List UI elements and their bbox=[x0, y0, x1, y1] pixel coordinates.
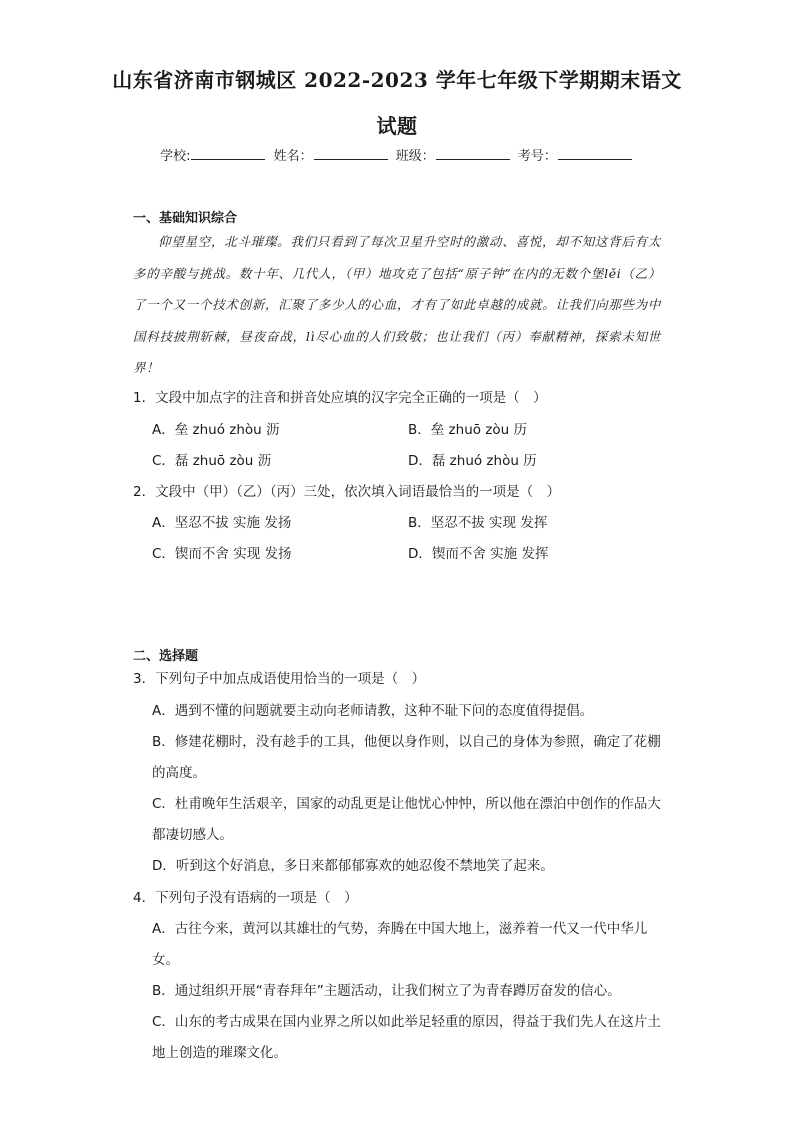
question-4-stem: 4．下列句子没有语病的一项是（ ） bbox=[133, 890, 358, 906]
class-label: 班级： bbox=[395, 149, 435, 164]
page-title: 山东省济南市钢城区 2022-2023 学年七年级下学期期末语文 bbox=[112, 68, 682, 92]
question-1-option-c[interactable]: C．磊 zhuō zòu 沥 bbox=[152, 453, 272, 469]
name-label: 姓名： bbox=[273, 149, 313, 164]
question-2-stem: 2．文段中（甲）（乙）（丙）三处，依次填入词语最恰当的一项是（ ） bbox=[133, 484, 561, 500]
school-blank[interactable] bbox=[191, 147, 265, 160]
question-3-option-c[interactable]: C．杜甫晚年生活艰辛，国家的动乱更是让他忧心忡忡，所以他在漂泊中创作的作品大都凄切感人。 bbox=[152, 796, 661, 843]
question-3-option-d[interactable]: D．听到这个好消息，多日来都郁郁寡欢的她忍俊不禁地笑了起来。 bbox=[152, 858, 554, 874]
question-2-option-c[interactable]: C．锲而不舍 实现 发扬 bbox=[152, 546, 292, 562]
question-1-options-row-1 bbox=[152, 420, 672, 440]
school-label: 学校: bbox=[160, 149, 191, 164]
question-4-option-a[interactable]: A．古往今来，黄河以其雄壮的气势，奔腾在中国大地上，滋养着一代又一代中华儿女。 bbox=[152, 921, 648, 968]
question-2-options-row-2 bbox=[152, 544, 672, 564]
question-3-option-a[interactable]: A．遇到不懂的问题就要主动向老师请教，这种不耻下问的态度值得提倡。 bbox=[152, 703, 594, 719]
exam-number-label: 考号： bbox=[517, 149, 557, 164]
student-info-line bbox=[0, 145, 794, 164]
question-4-option-b[interactable]: B．通过组织开展“青春拜年”主题活动，让我们树立了为青春蹲厉奋发的信心。 bbox=[152, 983, 621, 999]
question-1-option-b[interactable]: B．垒 zhuō zòu 历 bbox=[408, 422, 527, 438]
question-2-option-b[interactable]: B．坚忍不拔 实现 发挥 bbox=[408, 515, 548, 531]
question-2-option-d[interactable]: D．锲而不舍 实施 发挥 bbox=[408, 546, 549, 562]
page-title-continued: 试题 bbox=[376, 114, 418, 138]
class-blank[interactable] bbox=[436, 147, 510, 160]
question-1-option-d[interactable]: D．磊 zhuó zhòu 历 bbox=[408, 453, 537, 469]
reading-passage: 仰望星空，北斗璀璨。我们只看到了每次卫星升空时的激动、喜悦，却不知这背后有太多的辛酸与挑战。数十年、几代人，（甲）地攻克了包括“原子钟”在内的无数个堡lěi（乙）了一个又一个技术创新，汇聚了多少人的心血，才有了如此卓越的成就。让我们向那些为中国科技披荆斩棘，昼夜奋战，lì尽心血的人们致敬；也让我们（丙）奉献精神，探索未知世界！ bbox=[133, 234, 661, 375]
section-heading-multiple-choice: 二、选择题 bbox=[133, 649, 199, 664]
question-1-options-row-2 bbox=[152, 451, 672, 471]
exam-number-blank[interactable] bbox=[558, 147, 632, 160]
question-3-option-b[interactable]: B．修建花棚时，没有趁手的工具，他便以身作则，以自己的身体为参照，确定了花棚的高度。 bbox=[152, 734, 661, 781]
question-3-stem: 3．下列句子中加点成语使用恰当的一项是（ ） bbox=[133, 671, 426, 687]
question-2-options-row-1 bbox=[152, 513, 672, 533]
question-2-option-a[interactable]: A．坚忍不拔 实施 发扬 bbox=[152, 515, 292, 531]
name-blank[interactable] bbox=[314, 147, 388, 160]
question-1-stem: 1．文段中加点字的注音和拼音处应填的汉字完全正确的一项是（ ） bbox=[133, 390, 547, 406]
question-4-option-c[interactable]: C．山东的考古成果在国内业界之所以如此举足轻重的原因，得益于我们先人在这片土地上创造的璀璨文化。 bbox=[152, 1014, 661, 1061]
section-heading-basic-knowledge: 一、基础知识综合 bbox=[133, 211, 238, 226]
question-1-option-a[interactable]: A．垒 zhuó zhòu 沥 bbox=[152, 422, 280, 438]
